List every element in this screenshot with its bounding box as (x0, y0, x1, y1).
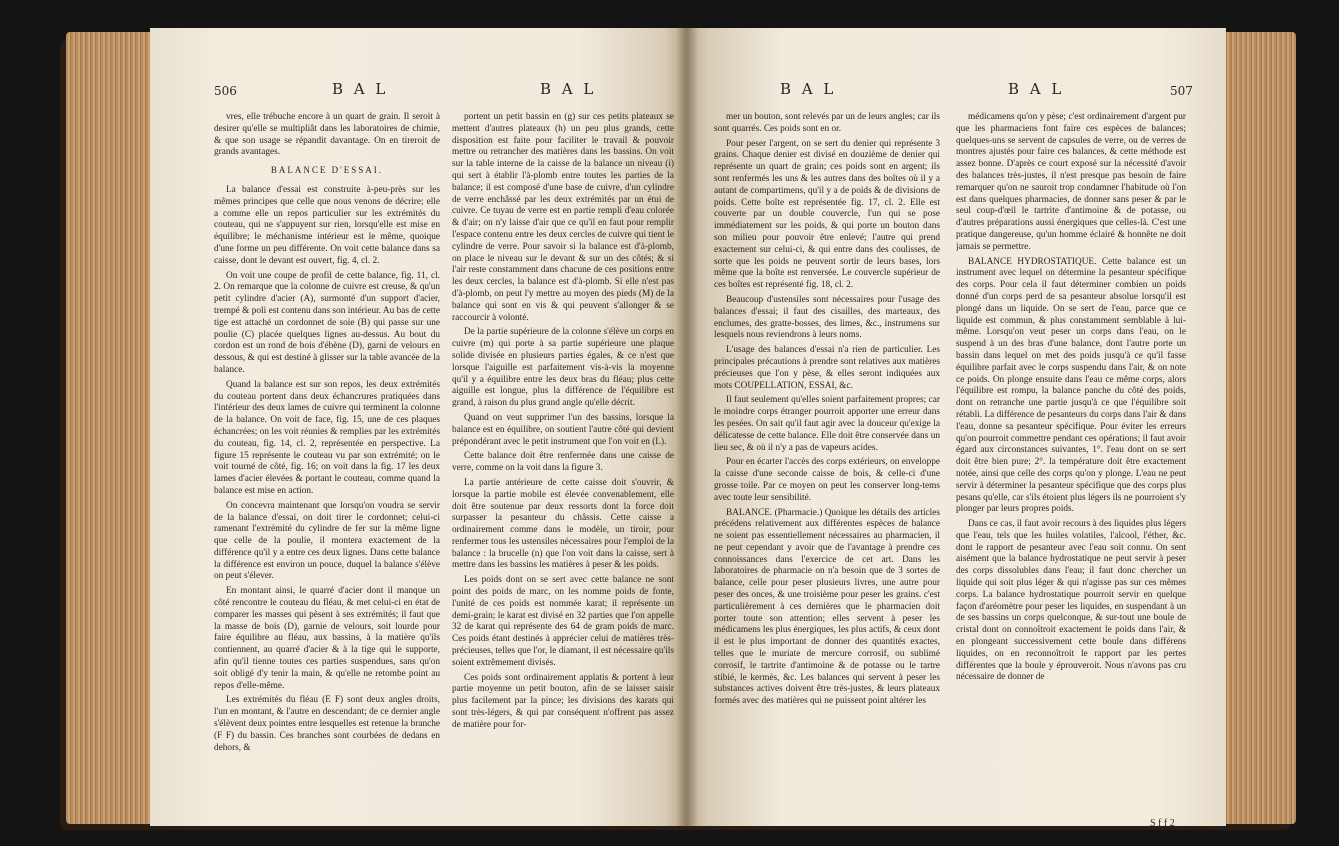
paragraph: Pour en écarter l'accès des corps extérieurs, on enveloppe la caisse d'une seconde caisse de bois, & celle-ci d'une grosse toile. Par ce moyen on peut les conserver long-tems avec toute leur sensibilité. (714, 457, 940, 503)
right-header-col1: B A L (780, 80, 837, 98)
paragraph: La partie antérieure de cette caisse doit s'ouvrir, & lorsque la partie mobile est élevée convenablement, elle doit être soutenue par deux ressorts dont la force doit surpasser la pesanteur du châssis. Cette caisse a ordinairement comme dans le modèle, un tiroir, pour renfermer tous les ustensiles nécessaires pour l'emploi de la balance : la brucelle (n) que l'on voit dans la caisse, sert à mettre dans les bassins les matières à peser & les poids. (452, 477, 674, 571)
paragraph: vres, elle trébuche encore à un quart de grain. Il seroit à desirer qu'elle se multipliât dans les laboratoires de chimie, & que son usage se répandit davantage. On en tireroit de grands avantages. (214, 112, 440, 158)
right-column-2 (956, 112, 1186, 812)
left-page-number: 506 (214, 84, 237, 98)
right-page (686, 28, 1226, 826)
paragraph: La balance d'essai est construite à-peu-près sur les mêmes principes que celle que nous venons de décrire; elle a comme elle un repos particulier sur les extrémités du couteau, qui ne s'appuyent sur rien, lorsqu'elle est mise en équilibre; le méchanisme intérieur est le même, quoique d'une forme un peu différente. On voit cette balance dans sa caisse, dont le devant est ouvert, fig. 4, cl. 2. (214, 184, 440, 266)
left-column-1 (214, 112, 440, 812)
paragraph: mer un bouton, sont relevés par un de leurs angles; car ils sont quarrés. Ces poids sont en or. (714, 112, 940, 134)
paragraph: Quand on veut supprimer l'un des bassins, lorsque la balance est en équilibre, on soutient l'autre côté qui devient prépondérant avec le petit instrument que l'on voit en (L). (452, 412, 674, 447)
paragraph: Quand la balance est sur son repos, les deux extrémités du couteau portent dans deux échancrures pratiquées dans l'intérieur des deux lames de cuivre qui terminent la colonne de la balance. On voit de face, fig. 15, une de ces plaques échancrées; on les voit réunies & remplies par les extrémités du couteau, fig. 14, cl. 2, représentée en perspective. La figure 15 représente le couteau vu par son extrémité; on le voit tourné de côté, fig. 16; on voit dans la fig. 17 les deux lames d'acier élevées & portant le couteau, comme quand la balance est mise en action. (214, 379, 440, 496)
signature-mark: S f f 2 (1150, 818, 1175, 826)
paragraph: Les poids dont on se sert avec cette balance ne sont point des poids de marc, on les nomme poids de fonte, l'unité de ces poids est nommée karat; il représente un demi-grain; le karat est divisé en 32 parties que l'on appelle 32 de karat qui représente des 64 de gram poids de marc. Ces poids étant destinés à apprécier celui de matières très-précieuses, telles que l'or, le diamant, il est nécessaire qu'ils soient extrêmement divisés. (452, 575, 674, 668)
left-header-col2: B A L (540, 80, 597, 98)
left-running-head (150, 80, 686, 100)
left-page (150, 28, 686, 826)
left-header-col1: B A L (332, 80, 389, 98)
paragraph: Beaucoup d'ustensiles sont nécessaires pour l'usage des balances d'essai; il faut des cisailles, des marteaux, des enclumes, des gratte-bosses, des limes, &c., instrumens sur lesquels nous reviendrons à leurs noms. (714, 294, 940, 341)
paragraph: L'usage des balances d'essai n'a rien de particulier. Les principales précautions à prendre sont relatives aux matières précieuses que l'on y pèse, & elles seront indiquées aux mots COUPELLATION, ESSAI, &c. (714, 345, 940, 391)
paragraph: On voit une coupe de profil de cette balance, fig. 11, cl. 2. On remarque que la colonne de cuivre est creuse, & qu'un petit cylindre d'acier (A), surmonté d'un support d'acier, trempé & poli est contenu dans son intérieur. Au bas de cette tige est attaché un cordonnet de soie (B) qui passe sur une poulie (C) placée quelques lignes au-dessus. Au bout du cordon est un rond de bois d'ébène (D), garni de velours en dessous, & qui est destiné à glisser sur la table avancée de la balance. (214, 270, 440, 375)
paragraph: Dans ce cas, il faut avoir recours à des liquides plus légers que l'eau, tels que les huiles volatiles, l'alcool, l'éther, &c. dont le rapport de pesanteur avec l'eau soit connu. On sent aisément que la balance hydrostatique ne peut servir à peser des corps dissolubles dans l'eau; il faut donc chercher un liquide qui soit plus léger & qui n'agisse pas sur ces mêmes corps. La balance hydrostatique pourroit servir en quelque façon d'aréomètre pour peser les liquides, en suspendant à un de ses bassins un corps quelconque, & sur-tout une boule de cristal dont on connoîtroit exactement le poids dans l'air, & en plongeant successivement cette boule dans différens liquides, on en reconnoîtroit le rapport par les pertes différentes que la boule y éprouveroit. Nous n'avons pas cru nécessaire de donner de (956, 519, 1186, 683)
paragraph: BALANCE. (Pharmacie.) Quoique les détails des articles précédens relativement aux différentes espèces de balance ne soient pas essentiellement nécessaires au pharmacien, il ne peut cependant y avoir que de l'avantage à prendre ces connoissances dans l'exercice de cet art. Dans les laboratoires de pharmacie on n'a besoin que de 3 sortes de balance, celle pour peser plusieurs livres, une autre pour peser des onces, & une troisième pour peser les grains. c'est particulièrement à ces dernières que le pharmacien doit porter toute son attention; elles servent à peser les médicamens les plus énergiques, les plus actifs, & ceux dont il est le plus important de donner des quantités exactes, telles que le muriate de mercure corrosif, ou sublimé corrosif, le tartrite d'antimoine & de potasse ou le tartre stibié, le kermès, &c. Les balances qui servent à peser les substances actives doivent être très-justes, & leurs plateaux formés avec des matières qui ne puissent point altérer les (714, 507, 940, 707)
paragraph: portent un petit bassin en (g) sur ces petits plateaux se mettent d'autres plateaux (h) un peu plus grands, cette disposition est faite pour faciliter le travail & pouvoir mettre ou retrancher des matières dans les bassins. On voit sur la table interne de la caisse de la balance un niveau (i) qui sert à établir l'à-plomb entre toutes les parties de la balance; il est composé d'une base de cuivre, d'un cylindre de verre enchâssé par les deux extrémités par un étui de cuivre. Ce tuyau de verre est en partie rempli d'eau colorée & d'air; on n'y laisse d'air que ce qu'il en faut pour remplir l'espace contenu entre les deux cercles de cuivre qui tient le cylindre de verre. Pour savoir si la balance est d'à-plomb, on place le niveau sur le devant & sur un des côtés; & si l'air reste constamment dans chacune de ces positions entre les deux cercles, la balance est d'à-plomb. Si elle n'est pas d'à-plomb, on peut l'y mettre au moyen des pieds (M) de la balance qui sont en vis & qui peuvent s'allonger & se raccourcir à volonté. (452, 112, 674, 323)
paragraph: Pour peser l'argent, on se sert du denier qui représente 3 grains. Chaque denier est divisé en douzième de denier qui représente un quart de grain; ces poids sont en argent; ils sont renfermés les uns & les autres dans des boîtes où il y a autant de compartimens, qu'il y a de poids & de divisions de poids. Cette boîte est représentée fig. 17, cl. 2. Elle est couverte par un double couvercle, l'un qui se pose immédiatement sur les poids, & qui porte un bouton dans son milieu pour pouvoir être enlevé; l'autre qui prend exactement sur celui-ci, & qui entre dans des coulisses, de sorte que les poids ne peuvent sortir de leurs bases, lors même que la boîte est renversée. Le couvercle supérieur de ces boîtes est représenté fig. 18, cl. 2. (714, 138, 940, 291)
paragraph: médicamens qu'on y pèse; c'est ordinairement d'argent pur que les pharmaciens font faire ces espèces de balances; quelques-uns se servent de capsules de verre, ou de verres de montres ajustés pour faire ces balances, & cette méthode est assez bonne. D'après ce court exposé sur la nécessité d'avoir des balances très-justes, il n'est presque pas besoin de faire remarquer qu'on ne sauroit trop condamner l'habitude où l'on est dans quelques pharmacies, de donner sans peser & par le seul coup-d'œil le tartrite d'antimoine & de potasse, ou d'autres préparations aussi énergiques que celles-là. C'est une pratique dangereuse, qu'un homme éclairé & honnête ne doit jamais se permettre. (956, 112, 1186, 252)
paragraph: Il faut seulement qu'elles soient parfaitement propres; car le moindre corps étranger pourroit apporter une erreur dans les pesées. On sait qu'il faut agir avec la douceur qu'exige la délicatesse de cette balance. Elle doit être conservée dans un lieu sec, & où il n'y a pas de vapeurs acides. (714, 395, 940, 453)
right-running-head (686, 80, 1226, 100)
right-column-1 (714, 112, 940, 812)
right-page-number: 507 (1170, 84, 1193, 98)
paragraph: On concevra maintenant que lorsqu'on voudra se servir de la balance d'essai, on doit tirer le cordonnet; celui-ci ramenant l'extrémité du cylindre de fer sur la même ligne que celle de la poulie, il montera exactement de la différence qu'il y a entre ces deux lignes. Dans cette balance la différence est environ un pouce, duquel la balance s'élève on peut s'élever. (214, 500, 440, 582)
paragraph: En montant ainsi, le quarré d'acier dont il manque un côté rencontre le couteau du fléau, & met celui-ci en état de comparer les masses qui pèsent à ses extrémités; il faut que la masse de bois (D), garnie de velours, soit lourde pour faire équilibre au fléau, aux bassins, à la matière qu'ils contiennent, au quarré d'acier & à la tige qui le supporte, afin qu'il tienne toutes ces parties suspendues, sans qu'on soit obligé d'y tenir la main, & qu'elle ne retombe point au repos d'elle-même. (214, 586, 440, 691)
paragraph: De la partie supérieure de la colonne s'élève un corps en cuivre (m) qui porte à sa partie supérieure une plaque solide divisée en plusieurs parties égales, & ce n'est que lorsque l'aiguille est parfaitement vis-à-vis la moyenne qu'il y a équilibre entre les deux bras du fléau; plus cette aiguille est longue, plus la différence de l'équilibre est grand, à raison du plus grand angle qu'elle décrit. (452, 327, 674, 409)
paragraph: Cette balance doit être renfermée dans une caisse de verre, comme on la voit dans la figure 3. (452, 451, 674, 474)
book-gutter (676, 28, 698, 826)
right-header-col2: B A L (1008, 80, 1065, 98)
page-edges-left (66, 32, 150, 824)
section-heading: BALANCE D'ESSAI. (270, 165, 384, 176)
paragraph: BALANCE HYDROSTATIQUE. Cette balance est un instrument avec lequel on détermine la pesanteur spécifique des corps. Pour cela il faut déterminer combien un poids donné d'un corps perd de sa pesanteur absolue lorsqu'il est plongé dans un liquide. On se sert de l'eau, parce que ce liquide est commun, & plus constamment semblable à lui-même. Lorsqu'on veut peser un corps dans l'eau, on le suspend à un des bras d'une balance, dont l'autre porte un bassin dans lequel on met des poids jusqu'à ce qu'il fasse équilibre parfait avec le corps suspendu dans l'air, & on note ce poids. On plonge ensuite dans l'eau ce même corps, alors l'équilibre est rompu, la balance panche du côté des poids, dont on retranche une partie jusqu'à ce que l'équilibre soit rétabli. La différence de pesanteurs du corps dans l'air & dans l'eau, donne sa pesanteur spécifique. Pour éviter les erreurs qu'on pourroit commettre pendant ces opérations; il faut avoir égard aux circonstances suivantes, 1°. l'eau dont on se sert doit être bien pure; 2°. la température doit être exactement notée, ainsi que celle des corps qu'on y plonge. L'eau ne peut servir à déterminer la pesanteur spécifique que des corps plus pesans qu'elle, car s'ils étoient plus légers ils ne pourroient s'y plonger par leurs propres poids. (956, 256, 1186, 515)
page-edges-right (1226, 32, 1296, 824)
paragraph: Les extrémités du fléau (E F) sont deux angles droits, l'un en montant, & l'autre en descendant; de ce dernier angle s'élèvent deux pointes entre lesquelles est retenue la branche (F F) du bassin. Ces branches sont courbées de dedans en dehors, & (214, 695, 440, 753)
paragraph: Ces poids sont ordinairement applatis & portent à leur partie moyenne un petit bouton, afin de se laisser saisir plus facilement par la pince; les divisions des karats qui sont très-légers, & qui par conséquent n'offrent pas assez de matière pour for- (452, 672, 674, 730)
left-column-2 (452, 112, 674, 812)
